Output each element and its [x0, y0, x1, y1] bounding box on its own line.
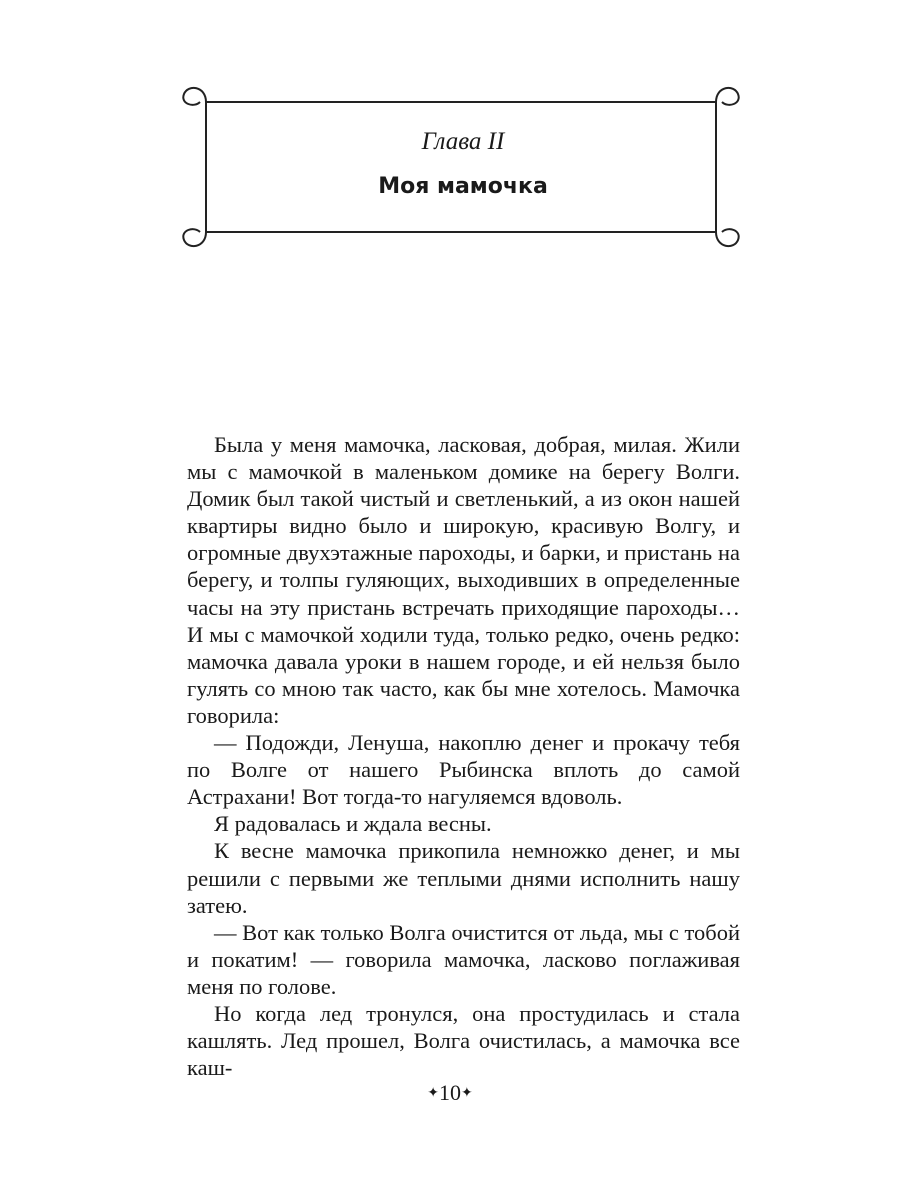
paragraph: Была у меня мамочка, ласковая, добрая, милая. Жили мы с мамочкой в маленьком домике на берегу Волги. Домик был такой чистый и светленький, а из окон нашей квартиры видно было и широкую, красивую Волгу, и огромные двухэтажные пароходы, и барки, и пристань на берегу, и толпы гуляющих, выходивших в определенные часы на эту пристань встречать приходящие пароходы… И мы с мамочкой ходили туда, только редко, очень редко: мамочка давала уроки в нашем городе, и ей нельзя было гулять со мною так часто, как бы мне хотелось. Мамочка говорила:: [187, 432, 740, 728]
paragraph: Я радовалась и ждала весны.: [214, 811, 492, 837]
paragraph: Но когда лед тронулся, она простудилась и стала кашлять. Лед прошел, Волга очистилась, а мамочка все каш-: [187, 1000, 740, 1081]
paragraph: — Подожди, Ленуша, накоплю денег и прокачу тебя по Волге от нашего Рыбинска вплоть до самой Астрахани! Вот тогда-то нагуляемся вдоволь.: [187, 730, 740, 810]
chapter-label: Глава II: [421, 128, 505, 155]
page-footer: [400, 1080, 500, 1106]
chapter-title: Моя мамочка: [378, 174, 548, 199]
star-ornament-icon: ✦: [461, 1086, 473, 1101]
paragraph: — Вот как только Волга очистится от льда, мы с тобой и покатим! — говорила мамочка, ласково поглаживая меня по голове.: [187, 919, 741, 999]
page-number: 10: [439, 1080, 461, 1105]
chapter-body: [187, 431, 740, 1081]
star-ornament-icon: ✦: [427, 1086, 439, 1101]
paragraph: К весне мамочка прикопила немножко денег, и мы решили с первыми же теплыми днями исполнить нашу затею.: [187, 838, 740, 918]
chapter-frame: [170, 78, 750, 258]
